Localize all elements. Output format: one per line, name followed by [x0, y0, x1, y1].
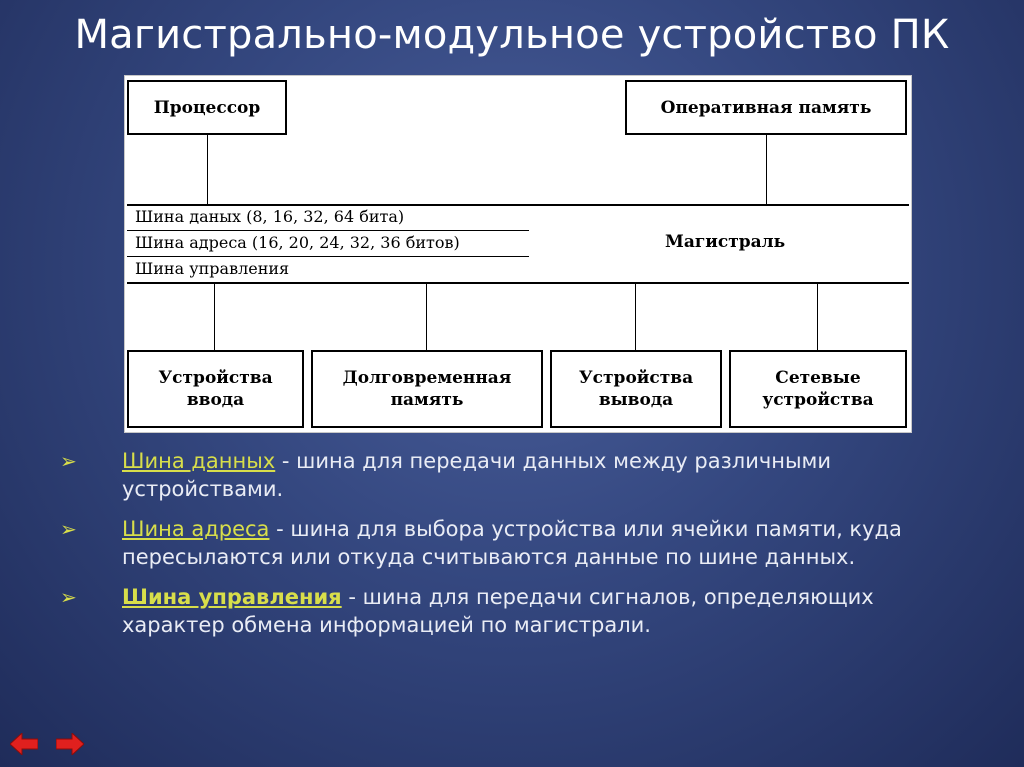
bullet-term: Шина адреса	[122, 517, 270, 541]
processor-box	[127, 80, 287, 135]
arrow-bullet-icon: ➢	[60, 517, 77, 541]
prev-slide-button[interactable]	[10, 733, 38, 755]
output-devices-box	[550, 350, 722, 428]
bus-name-label: Магистраль	[665, 232, 786, 252]
input-devices-line2: ввода	[186, 390, 245, 410]
storage-line1: Долговременная	[342, 368, 512, 388]
network-devices-line2: устройства	[762, 390, 874, 410]
control-bus-label: Шина управления	[135, 259, 290, 278]
bus-bottom-line	[127, 282, 909, 284]
slide-title: Магистрально-модульное устройство ПК	[74, 12, 950, 58]
bullet-text: - шина для передачи данных между различными устройствами.	[122, 449, 832, 501]
input-connector	[214, 284, 215, 351]
bus-diagram	[124, 75, 912, 433]
bullet-item-address-bus	[60, 515, 980, 571]
ram-box	[625, 80, 907, 135]
bullet-item-control-bus	[60, 583, 980, 639]
storage-line2: память	[390, 390, 464, 410]
arrow-bullet-icon: ➢	[60, 585, 77, 609]
network-connector	[817, 284, 818, 351]
storage-connector	[426, 284, 427, 351]
bus-line-2	[127, 256, 529, 257]
bullet-item-data-bus	[60, 447, 980, 503]
bullet-term: Шина управления	[122, 585, 342, 609]
input-devices-box	[127, 350, 304, 428]
bullet-term: Шина данных	[122, 449, 276, 473]
data-bus-label: Шина даных (8, 16, 32, 64 бита)	[135, 207, 405, 226]
ram-connector	[766, 135, 767, 205]
output-devices-line1: Устройства	[578, 368, 694, 388]
input-devices-line1: Устройства	[158, 368, 273, 388]
bus-line-1	[127, 230, 529, 231]
output-devices-line2: вывода	[598, 390, 674, 410]
storage-box	[311, 350, 543, 428]
bullet-text: - шина для передачи сигналов, определяющих характер обмена информацией по магистрали.	[122, 585, 874, 637]
bullet-list	[60, 447, 980, 651]
ram-label: Оперативная память	[660, 97, 872, 118]
processor-connector	[207, 135, 208, 205]
processor-label: Процессор	[153, 97, 261, 118]
network-devices-line1: Сетевые	[775, 368, 861, 388]
bus-top-line	[127, 204, 909, 206]
arrow-left-icon	[10, 733, 38, 755]
address-bus-label: Шина адреса (16, 20, 24, 32, 36 битов)	[135, 233, 460, 252]
output-connector	[635, 284, 636, 351]
bullet-text: - шина для выбора устройства или ячейки памяти, куда пересылаются или откуда считываются данные по шине данных.	[122, 517, 902, 569]
next-slide-button[interactable]	[56, 733, 84, 755]
network-devices-box	[729, 350, 907, 428]
arrow-right-icon	[56, 733, 84, 755]
arrow-bullet-icon: ➢	[60, 449, 77, 473]
